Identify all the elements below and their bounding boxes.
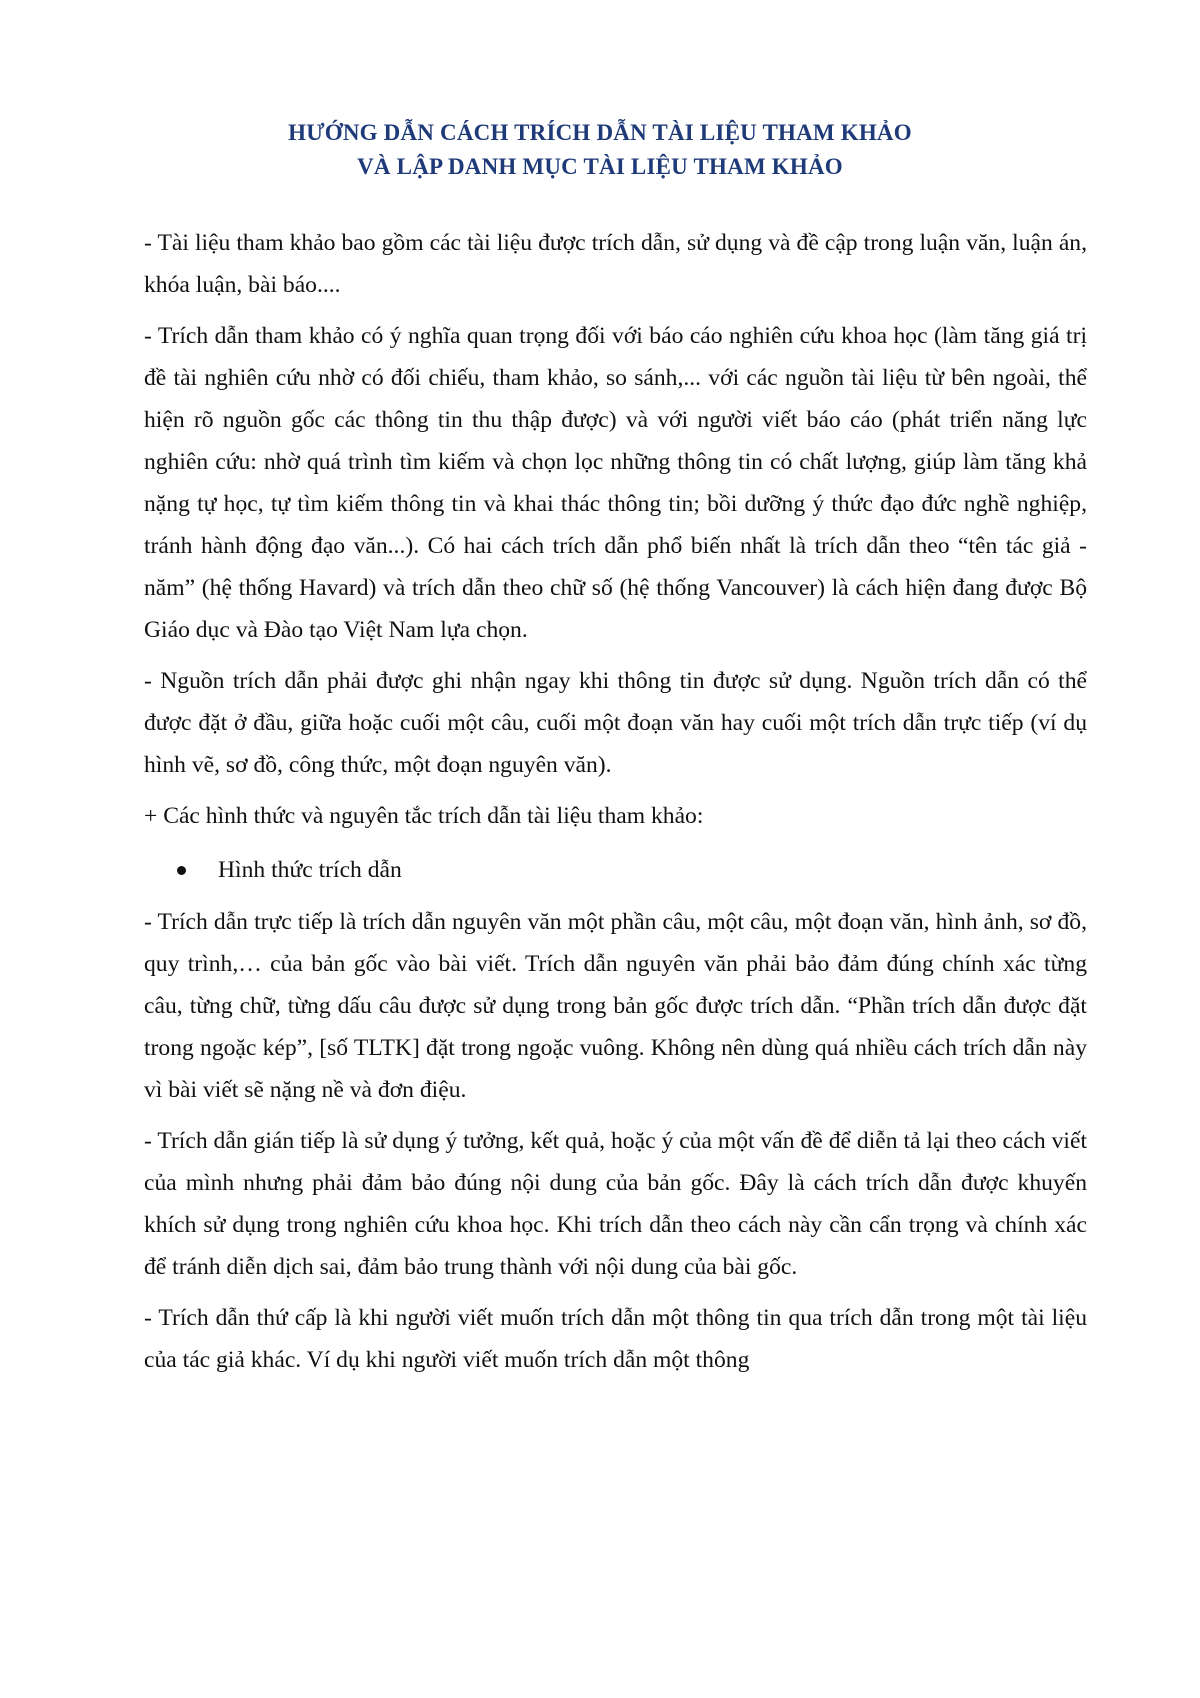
paragraph-secondary-citation: - Trích dẫn thứ cấp là khi người viết muốn trích dẫn một thông tin qua trích dẫn trong một tài liệu của tác giả khác. Ví dụ khi người viết muốn trích dẫn một thông (144, 1305, 1087, 1373)
document-body (144, 222, 1087, 1390)
paragraph-indirect-citation: - Trích dẫn gián tiếp là sử dụng ý tưởng, kết quả, hoặc ý của một vấn đề để diễn tả lại theo cách viết của mình nhưng phải đảm bảo đúng nội dung của bản gốc. Đây là cách trích dẫn được khuyến khích sử dụng trong nghiên cứu khoa học. Khi trích dẫn theo cách này cần cẩn trọng và chính xác để tránh diễn dịch sai, đảm bảo trung thành với nội dung của bài gốc. (144, 1128, 1087, 1280)
paragraph-references-definition: - Tài liệu tham khảo bao gồm các tài liệu được trích dẫn, sử dụng và đề cập trong luận văn, luận án, khóa luận, bài báo.... (144, 230, 1087, 298)
bullet-dot-icon (177, 866, 186, 875)
title-line-1: HƯỚNG DẪN CÁCH TRÍCH DẪN TÀI LIỆU THAM KHẢO (288, 120, 912, 145)
bullet-label: Hình thức trích dẫn (218, 857, 402, 883)
title-line-2: VÀ LẬP DANH MỤC TÀI LIỆU THAM KHẢO (357, 154, 843, 179)
paragraph-citation-importance: - Trích dẫn tham khảo có ý nghĩa quan trọng đối với báo cáo nghiên cứu khoa học (làm tăng giá trị đề tài nghiên cứu nhờ có đối chiếu, tham khảo, so sánh,... với các nguồn tài liệu từ bên ngoài, thể hiện rõ nguồn gốc các thông tin thu thập được) và với người viết báo cáo (phát triển năng lực nghiên cứu: nhờ quá trình tìm kiếm và chọn lọc những thông tin có chất lượng, giúp làm tăng khả nặng tự học, tự tìm kiếm thông tin và khai thác thông tin; bồi dưỡng ý thức đạo đức nghề nghiệp, tránh hành động đạo văn...). Có hai cách trích dẫn phổ biến nhất là trích dẫn theo “tên tác giả - năm” (hệ thống Havard) và trích dẫn theo chữ số (hệ thống Vancouver) là cách hiện đang được Bộ Giáo dục và Đào tạo Việt Nam lựa chọn. (144, 323, 1087, 643)
bullet-item (144, 849, 1087, 891)
paragraph-direct-citation: - Trích dẫn trực tiếp là trích dẫn nguyên văn một phần câu, một câu, một đoạn văn, hình ảnh, sơ đồ, quy trình,… của bản gốc vào bài viết. Trích dẫn nguyên văn phải bảo đảm đúng chính xác từng câu, từng chữ, từng dấu câu được sử dụng trong bản gốc được trích dẫn. “Phần trích dẫn được đặt trong ngoặc kép”, [số TLTK] đặt trong ngoặc vuông. Không nên dùng quá nhiều cách trích dẫn này vì bài viết sẽ nặng nề và đơn điệu. (144, 909, 1087, 1103)
document-title (0, 116, 1200, 184)
paragraph-forms-heading: + Các hình thức và nguyên tắc trích dẫn tài liệu tham khảo: (144, 803, 704, 829)
paragraph-citation-source: - Nguồn trích dẫn phải được ghi nhận ngay khi thông tin được sử dụng. Nguồn trích dẫn có thể được đặt ở đầu, giữa hoặc cuối một câu, cuối một đoạn văn hay cuối một trích dẫn trực tiếp (ví dụ hình vẽ, sơ đồ, công thức, một đoạn nguyên văn). (144, 668, 1087, 778)
